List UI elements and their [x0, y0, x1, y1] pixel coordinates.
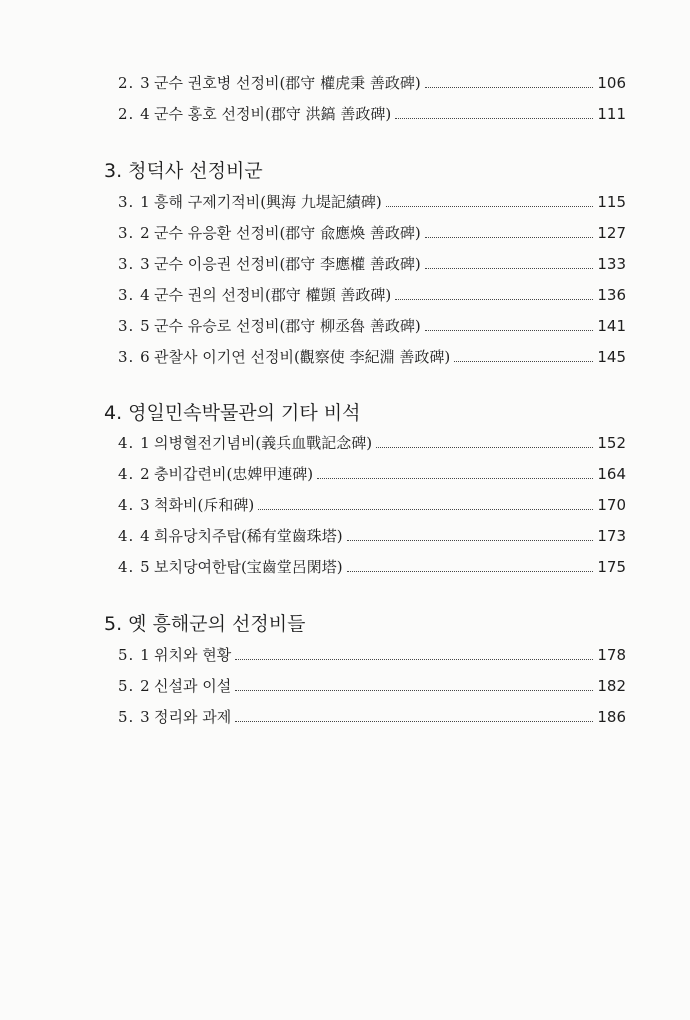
entry-number: 5. 1 — [118, 646, 151, 664]
toc-entry — [118, 189, 626, 215]
entry-title: 척화비(斥和碑) — [154, 496, 255, 514]
entry-page: 145 — [597, 348, 626, 366]
toc-entry — [118, 704, 626, 730]
entry-title: 의병혈전기념비(義兵血戰記念碑) — [154, 434, 373, 452]
entry-number: 5. 2 — [118, 677, 151, 695]
entry-page: 127 — [597, 224, 626, 242]
entry-title: 군수 유응환 선정비(郡守 兪應煥 善政碑) — [154, 224, 421, 242]
entry-title: 보치당여한탑(宝齒堂呂閑塔) — [154, 558, 343, 576]
dot-leader — [386, 206, 594, 207]
entry-number: 4. 5 — [118, 558, 151, 576]
entry-page: 141 — [597, 317, 626, 335]
entry-title: 군수 권의 선정비(郡守 權顗 善政碑) — [154, 286, 392, 304]
entry-number: 3. 2 — [118, 224, 151, 242]
dot-leader — [454, 361, 593, 362]
entry-number: 5. 3 — [118, 708, 151, 726]
dot-leader — [425, 330, 594, 331]
dot-leader — [317, 478, 593, 479]
entry-page: 164 — [597, 465, 626, 483]
entry-title: 위치와 현황 — [154, 646, 232, 664]
entry-number: 3. 5 — [118, 317, 151, 335]
dot-leader — [425, 87, 594, 88]
dot-leader — [425, 237, 594, 238]
entry-number: 3. 1 — [118, 193, 151, 211]
toc-entry — [118, 282, 626, 308]
entry-title: 충비갑련비(忠婢甲連碑) — [154, 465, 314, 483]
entry-page: 115 — [597, 193, 626, 211]
entry-title: 정리와 과제 — [154, 708, 232, 726]
section-heading: 5. 옛 흥해군의 선정비들 — [104, 613, 306, 635]
dot-leader — [425, 268, 594, 269]
entry-number: 2. 4 — [118, 105, 151, 123]
dot-leader — [235, 659, 593, 660]
dot-leader — [376, 447, 593, 448]
entry-page: 136 — [597, 286, 626, 304]
entry-page: 152 — [597, 434, 626, 452]
entry-page: 111 — [597, 105, 626, 123]
entry-title: 신설과 이설 — [154, 677, 232, 695]
entry-title: 군수 권호병 선정비(郡守 權虎秉 善政碑) — [154, 74, 421, 92]
toc-entry — [118, 523, 626, 549]
entry-title: 관찰사 이기연 선정비(觀察使 李紀淵 善政碑) — [154, 348, 451, 366]
dot-leader — [235, 690, 593, 691]
toc-entry — [118, 554, 626, 580]
entry-title: 군수 홍호 선정비(郡守 洪鎬 善政碑) — [154, 105, 392, 123]
toc-entry — [118, 673, 626, 699]
entry-number: 3. 3 — [118, 255, 151, 273]
dot-leader — [347, 540, 594, 541]
entry-number: 4. 3 — [118, 496, 151, 514]
toc-entry — [118, 461, 626, 487]
entry-page: 170 — [597, 496, 626, 514]
entry-page: 186 — [597, 708, 626, 726]
entry-number: 4. 1 — [118, 434, 151, 452]
section-heading: 3. 청덕사 선정비군 — [104, 160, 263, 182]
entry-page: 173 — [597, 527, 626, 545]
toc-entry — [118, 251, 626, 277]
toc-entry — [118, 344, 626, 370]
entry-number: 4. 4 — [118, 527, 151, 545]
dot-leader — [258, 509, 593, 510]
entry-page: 175 — [597, 558, 626, 576]
entry-title: 군수 유승로 선정비(郡守 柳丞魯 善政碑) — [154, 317, 421, 335]
toc-entry — [118, 313, 626, 339]
toc-entry — [118, 220, 626, 246]
entry-title: 군수 이응권 선정비(郡守 李應權 善政碑) — [154, 255, 421, 273]
dot-leader — [235, 721, 593, 722]
toc-entry — [118, 492, 626, 518]
dot-leader — [347, 571, 594, 572]
dot-leader — [395, 299, 593, 300]
toc-entry — [118, 101, 626, 127]
dot-leader — [395, 118, 593, 119]
entry-title: 흥해 구제기적비(興海 九堤記績碑) — [154, 193, 382, 211]
entry-number: 3. 6 — [118, 348, 151, 366]
entry-page: 178 — [597, 646, 626, 664]
toc-entry — [118, 642, 626, 668]
entry-number: 3. 4 — [118, 286, 151, 304]
entry-page: 182 — [597, 677, 626, 695]
entry-page: 106 — [597, 74, 626, 92]
entry-number: 4. 2 — [118, 465, 151, 483]
toc-entry — [118, 70, 626, 96]
toc-entry — [118, 430, 626, 456]
entry-number: 2. 3 — [118, 74, 151, 92]
entry-page: 133 — [597, 255, 626, 273]
section-heading: 4. 영일민속박물관의 기타 비석 — [104, 402, 361, 424]
entry-title: 희유당치주탑(稀有堂齒珠塔) — [154, 527, 343, 545]
